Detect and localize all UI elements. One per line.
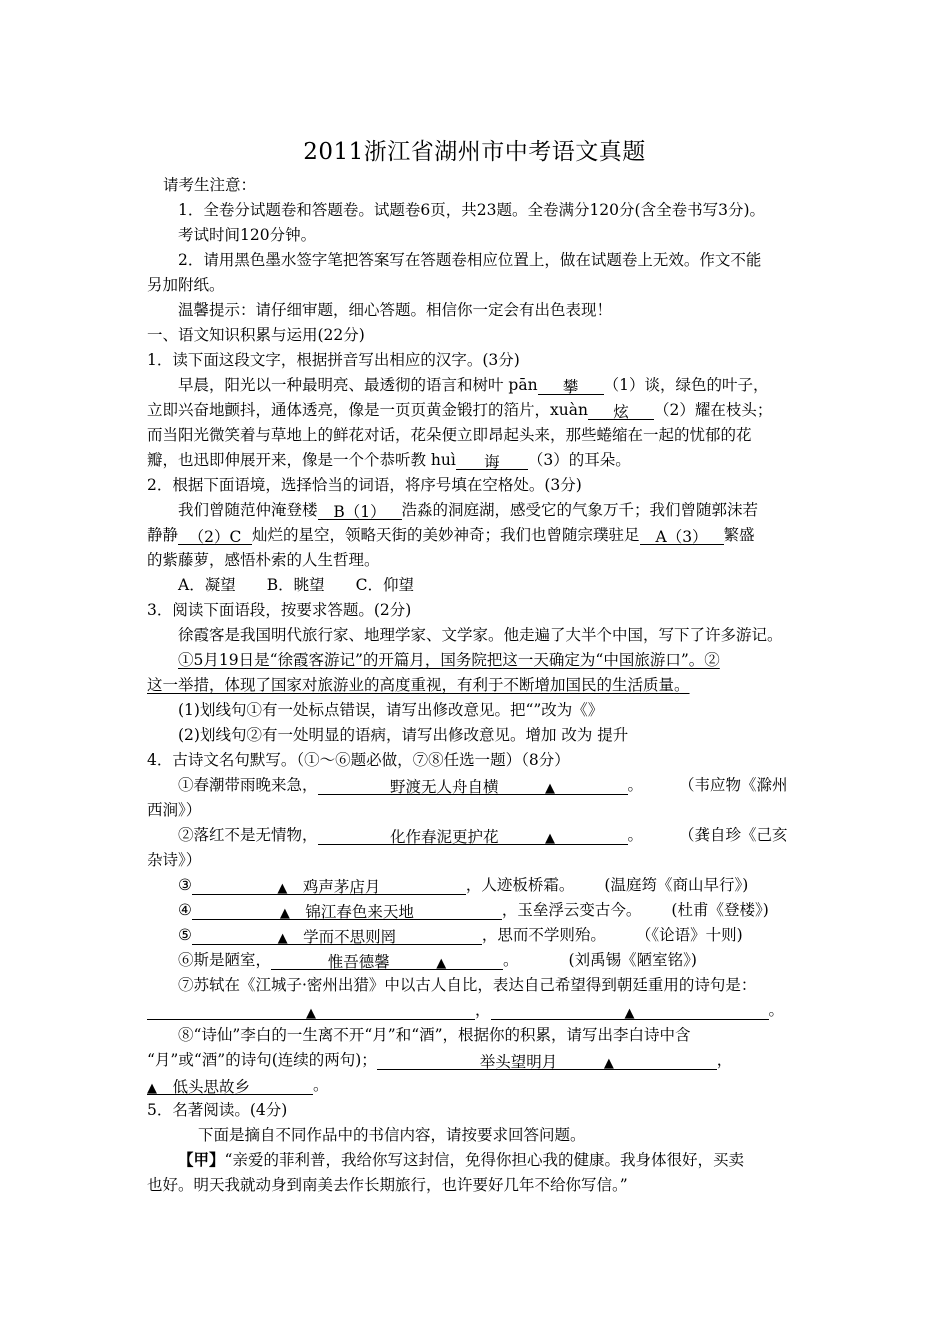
q1-line-2: 立即兴奋地颤抖，通体透亮，像是一页页黄金锻打的箔片，xuàn 炫 （2）耀在枝头；: [147, 401, 773, 421]
q4-poem-8: ⑧“诗仙”李白的一生离不开“月”和“酒”，根据你的积累，请写出李白诗中含: [178, 1026, 691, 1044]
q1-line-4: 瓣，也迅即伸展开来，像是一个个恭听教 huì 诲 （3）的耳朵。: [147, 451, 631, 471]
q2-answer-2: （2）C: [178, 527, 252, 545]
q1-answer-3: 诲: [456, 452, 528, 470]
q4-answer-7a: [147, 1002, 475, 1020]
triangle-marker-icon: ▲: [279, 906, 290, 921]
q4-poem-6: ⑥斯是陋室， 惟吾德馨 ▲ 。 (刘禹锡《陋室铭》): [178, 951, 697, 971]
q2-line-2: 静静 （2）C 灿烂的星空，领略天街的美妙神奇；我们也曾随宗璞驻足 A（3） 繁盛: [147, 526, 755, 546]
q3-line-2: ①5月19日是“徐霞客游记”的开篇月，国务院把这一天确定为“中国旅游口”。②: [178, 651, 720, 669]
triangle-marker-icon: ▲: [545, 781, 556, 796]
q1-stem: 1．读下面这段文字，根据拼音写出相应的汉字。(3分): [147, 351, 520, 369]
q4-answer-8b: ▲ 低头思故乡: [147, 1077, 313, 1095]
q3-stem: 3．阅读下面语段，按要求答题。(2分): [147, 601, 412, 619]
q3-line-1: 徐霞客是我国明代旅行家、地理学家、文学家。他走遍了大半个中国，写下了许多游记。: [178, 626, 783, 644]
section-1-heading: 一、语文知识积累与运用(22分): [147, 326, 365, 344]
notice-item-1: 1．全卷分试题卷和答题卷。试题卷6页，共23题。全卷满分120分(含全卷书写3分)。: [178, 201, 765, 219]
q2-answer-3: A（3）: [640, 527, 724, 545]
triangle-marker-icon: ▲: [603, 1056, 614, 1071]
q2-options: A．凝望 B．眺望 C．仰望: [178, 576, 414, 594]
q5-intro: 下面是摘自不同作品中的书信内容，请按要求回答问题。: [198, 1126, 586, 1144]
q2-stem: 2．根据下面语境，选择恰当的词语，将序号填在空格处。(3分): [147, 476, 582, 494]
q4-poem-3: ③ ▲ 鸡声茅店月 ，人迹板桥霜。 (温庭筠《商山早行》): [178, 876, 749, 896]
q4-poem-2-source: 杂诗》）: [147, 851, 202, 869]
q4-poem-1: ①春潮带雨晚来急， 野渡无人舟自横 ▲ 。 （韦应物《滁州: [178, 776, 788, 796]
q4-answer-6: 惟吾德馨 ▲: [271, 952, 503, 970]
notice-item-2: 2．请用黑色墨水签字笔把答案写在答题卷相应位置上，做在试题卷上无效。作文不能: [178, 251, 762, 269]
q5-jia-label: 【甲】: [178, 1150, 225, 1169]
q4-poem-1-source: 西涧》）: [147, 801, 202, 819]
q4-poem-4: ④ ▲ 锦江春色来天地 ，玉垒浮云变古今。 (杜甫《登楼》): [178, 901, 769, 921]
q5-letter-jia-cont: 也好。明天我就动身到南美去作长期旅行，也许要好几年不给你写信。”: [147, 1176, 628, 1194]
q2-answer-1: B（1）: [318, 502, 402, 520]
q4-poem-8-line-3: ▲ 低头思故乡 。: [147, 1076, 329, 1096]
q2-line-1: 我们曾随范仲淹登楼 B（1） 浩淼的洞庭湖，感受它的气象万千；我们曾随郭沫若: [178, 501, 759, 521]
q4-answer-4: ▲ 锦江春色来天地: [192, 902, 502, 920]
triangle-marker-icon: ▲: [624, 1006, 635, 1021]
q3-line-3: 这一举措，体现了国家对旅游业的高度重视，有利于不断增加国民的生活质量。: [147, 676, 690, 694]
q1-line-3: 而当阳光微笑着与草地上的鲜花对话，花朵便立即昂起头来，那些蜷缩在一起的忧郁的花: [147, 426, 752, 444]
notice-item-2-cont: 另加附纸。: [147, 276, 225, 294]
triangle-marker-icon: ▲: [545, 831, 556, 846]
q1-line-1: 早晨，阳光以一种最明亮、最透彻的语言和树叶 pān 攀 （1）谈，绿色的叶子，: [178, 376, 769, 396]
q4-poem-8-line-2: “月”或“酒”的诗句(连续的两句)； 举头望明月 ▲ ，: [147, 1051, 733, 1071]
notice-heading: 请考生注意：: [163, 176, 257, 194]
q2-line-3: 的紫藤萝，感悟朴索的人生哲理。: [147, 551, 380, 569]
q3-sub-2: (2)划线句②有一处明显的语病，请写出修改意见。增加 改为 提升: [178, 726, 629, 744]
q1-answer-2: 炫: [588, 402, 654, 420]
q4-answer-3: ▲ 鸡声茅店月: [192, 877, 466, 895]
q4-answer-5: ▲ 学而不思则罔: [192, 927, 482, 945]
q4-poem-7-answers: ▲ ， ▲ 。: [147, 1000, 784, 1020]
triangle-marker-icon: ▲: [277, 881, 288, 896]
q4-answer-1: 野渡无人舟自横 ▲: [318, 777, 628, 795]
q4-stem: 4．古诗文名句默写。（①～⑥题必做，⑦⑧任选一题）（8分）: [147, 751, 570, 769]
notice-tip: 温馨提示：请仔细审题，细心答题。相信你一定会有出色表现！: [178, 301, 613, 319]
page-title: 2011浙江省湖州市中考语文真题: [303, 139, 646, 165]
q4-poem-2: ②落红不是无情物， 化作春泥更护花 ▲ 。 （龚自珍《己亥: [178, 826, 788, 846]
q4-poem-5: ⑤ ▲ 学而不思则罔 ，思而不学则殆。 （《论语》十则): [178, 926, 743, 946]
notice-item-1-cont: 考试时间120分钟。: [178, 226, 317, 244]
q3-sub-1: (1)划线句①有一处标点错误，请写出修改意见。把“”改为《》: [178, 701, 604, 719]
triangle-marker-icon: ▲: [147, 1081, 157, 1096]
q4-poem-7: ⑦苏轼在《江城子·密州出猎》中以古人自比，表达自己希望得到朝廷重用的诗句是：: [178, 976, 757, 994]
triangle-marker-icon: ▲: [436, 956, 447, 971]
q4-answer-2: 化作春泥更护花 ▲: [318, 827, 628, 845]
q5-letter-jia: 【甲】“亲爱的菲利普，我给你写这封信，免得你担心我的健康。我身体很好，买卖: [178, 1150, 744, 1169]
triangle-marker-icon: ▲: [277, 931, 288, 946]
q4-answer-8a: 举头望明月 ▲: [377, 1052, 717, 1070]
q5-stem: 5．名著阅读。(4分): [147, 1101, 288, 1119]
q1-answer-1: 攀: [538, 377, 604, 395]
triangle-marker-icon: ▲: [306, 1006, 316, 1021]
q4-answer-7b: [491, 1002, 769, 1020]
